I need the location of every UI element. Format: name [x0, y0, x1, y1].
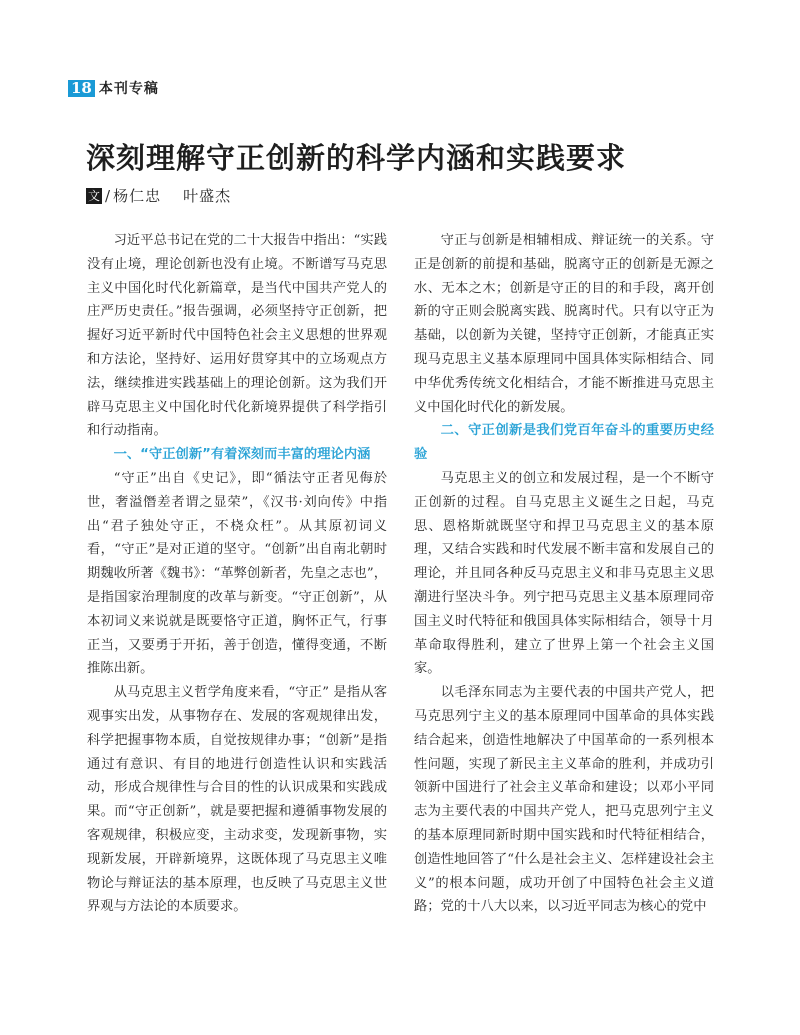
right-column [414, 229, 714, 919]
paragraph: “守正”出自《史记》，即“循法守正者见侮於世，奢溢僭差者谓之显荣”，《汉书·刘向传》中指出“君子独处守正，不桡众枉”。从其原初词义看，“守正”是对正道的坚守。“创新”出自南北朝时期魏收所著《魏书》：“革弊创新者，先皇之志也”，是指国家治理制度的改革与新变。“守正创新”，从本初词义来说就是既要恪守正道，胸怀正气，行事正当，又要勇于开拓，善于创造，懂得变通，不断推陈出新。 [87, 470, 387, 677]
author-name: 叶盛杰 [183, 187, 232, 205]
section-name: 本刊专稿 [98, 81, 159, 97]
paragraph: 从马克思主义哲学角度来看，“守正” 是指从客观事实出发，从事物存在、发展的客观规律出发，科学把握事物本质，自觉按规律办事；“创新”是指通过有意识、有目的地进行创造性认识和实践活动，形成合规律性与合目的性的认识成果和实践成果。而“守正创新”，就是要把握和遵循事物发展的客观规律，积极应变，主动求变，发现新事物，实现新发展，开辟新境界，这既体现了马克思主义唯物论与辩证法的基本原理，也反映了马克思主义世界观与方法论的本质要求。 [87, 685, 387, 915]
section-heading: 二、守正创新是我们党百年奋斗的重要历史经验 [414, 423, 714, 463]
page-header [68, 78, 159, 98]
paragraph: 守正与创新是相辅相成、辩证统一的关系。守正是创新的前提和基础，脱离守正的创新是无源之水、无本之木；创新是守正的目的和手段，离开创新的守正则会脱离实践、脱离时代。只有以守正为基础，以创新为关键，坚持守正创新，才能真正实现马克思主义基本原理同中国具体实际相结合、同中华优秀传统文化相结合，才能不断推进马克思主义中国化时代化的新发展。 [414, 233, 714, 415]
author-name: 杨仁忠 [113, 187, 162, 205]
page-number-badge: 18 [68, 80, 95, 97]
paragraph: 马克思主义的创立和发展过程，是一个不断守正创新的过程。自马克思主义诞生之日起，马克思、恩格斯就既坚守和捍卫马克思主义的基本原理，又结合实践和时代发展不断丰富和发展自己的理论，并且同各种反马克思主义和非马克思主义思潮进行坚决斗争。列宁把马克思主义基本原理同帝国主义时代特征和俄国具体实际相结合，领导十月革命取得胜利，建立了世界上第一个社会主义国家。 [414, 470, 714, 677]
author-badge-icon: 文 [87, 189, 100, 203]
article-title: 深刻理解守正创新的科学内涵和实践要求 [86, 141, 627, 175]
byline-separator: / [105, 186, 111, 205]
section-heading: 一、“守正创新”有着深刻而丰富的理论内涵 [113, 447, 371, 463]
paragraph: 习近平总书记在党的二十大报告中指出：“实践没有止境，理论创新也没有止境。不断谱写马克思主义中国化时代化新篇章，是当代中国共产党人的庄严历史责任。”报告强调，必须坚持守正创新，把握好习近平新时代中国特色社会主义思想的世界观和方法论，坚持好、运用好贯穿其中的立场观点方法，继续推进实践基础上的理论创新。这为我们开辟马克思主义中国化时代化新境界提供了科学指引和行动指南。 [87, 233, 387, 439]
paragraph: 以毛泽东同志为主要代表的中国共产党人，把马克思列宁主义的基本原理同中国革命的具体实践结合起来，创造性地解决了中国革命的一系列根本性问题，实现了新民主主义革命的胜利，并成功引领新中国进行了社会主义革命和建设；以邓小平同志为主要代表的中国共产党人，把马克思列宁主义的基本原理同新时期中国实践和时代特征相结合，创造性地回答了“什么是社会主义、怎样建设社会主义”的根本问题，成功开创了中国特色社会主义道路；党的十八大以来，以习近平同志为核心的党中 [414, 685, 714, 915]
left-column [87, 229, 387, 919]
byline [86, 185, 253, 206]
